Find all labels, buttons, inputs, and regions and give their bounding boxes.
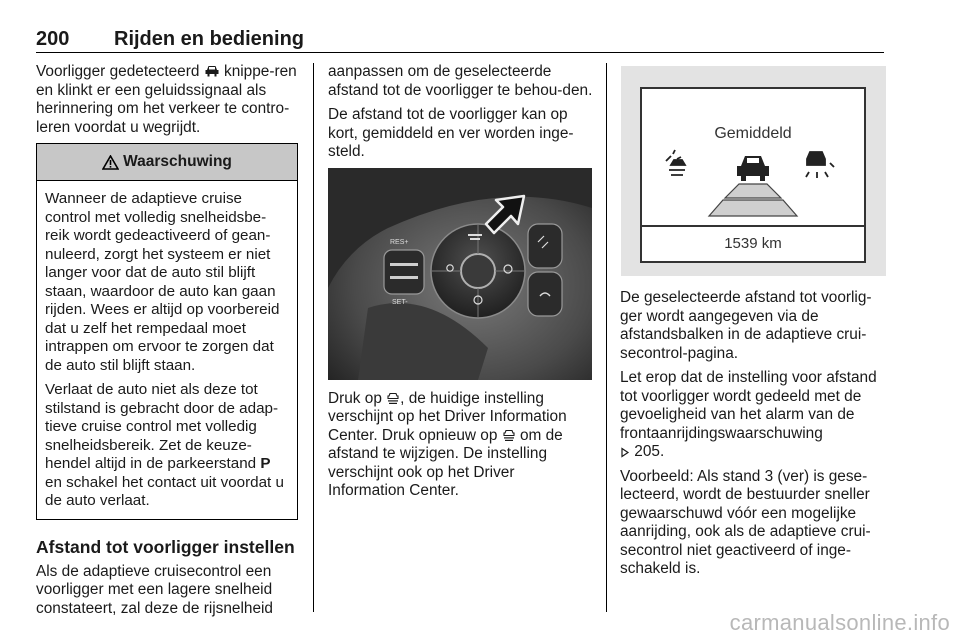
page-reference-icon [620,447,630,458]
section-heading: Afstand tot voorligger instellen [36,536,295,557]
section-paragraph: Als de adaptieve cruisecontrol een voorligger met een lagere snelheid constateert, zal deze de rijsnelheid [36,562,273,617]
chapter-title: Rijden en bediening [114,28,305,50]
follow-distance-icon [502,429,516,442]
column-divider [606,63,607,612]
driver-information-center-illustration [621,66,886,276]
res-plus-label: RES+ [390,238,409,246]
dic-display [621,66,886,276]
column-left [36,63,298,624]
steering-wheel-controls-photo [328,168,592,380]
column-divider [313,63,314,612]
warning-header [37,144,297,181]
odometer-readout: 1539 km [724,235,782,252]
middle-para-2: De afstand tot de voorligger kan op kort, gemiddeld en ver worden inge-steld. [328,106,574,160]
page-header [36,28,884,53]
right-para-1: De geselecteerde afstand tot voorlig-ger wordt aangegeven via de afstandsbalken in de adaptieve crui-secontrol-pagina. [620,289,872,362]
warning-triangle-icon [102,155,119,170]
page-reference[interactable]: 205. [634,443,665,460]
column-right [620,289,886,585]
park-position-letter: P [260,455,271,472]
warning-para-1: Wanneer de adaptieve cruise control met volledig snelheidsbe-reik wordt gedeactiveerd of gean-nuleerd, zorgt het systeem er niet langer voor dat de auto stil blijft staan, waardoor de auto kan gaan rijden. Wees er altijd op voorbereid dat u zelf het rempedaal moet intrappen om ervoor te zorgen dat de auto stil blijft staan. [45,190,280,374]
follow-distance-icon [386,392,400,405]
right-para-2: Let erop dat de instelling voor afstand tot voorligger wordt gedeeld met de gevoeligheid van het alarm van de frontaanrijdingswaarschuwing 205. [620,369,877,460]
warning-box [36,143,298,520]
right-para-3: Voorbeeld: Als stand 3 (ver) is gese-lecteerd, wordt de bestuurder sneller gewaarschuwd vóór een mogelijke aanrijding, ook als de adaptieve crui-secontrol niet geactiveerd of inge-schakeld is. [620,467,871,577]
warning-title: Waarschuwing [123,152,232,170]
middle-para-1: aanpassen om de geselecteerde afstand tot de voorligger te behou-den. [328,63,593,99]
column-middle [328,63,593,507]
intro-paragraph: Voorligger gedetecteerd knippe-ren en klinkt er een geluidssignaal als herinnering om het verkeer te contro-leren voordat u wegrijdt. [36,63,297,136]
car-ahead-icon [204,64,220,78]
warning-para-2: Verlaat de auto niet als deze tot stilstand is gebracht door de adap-tieve cruise control met volledig snelheidsbereik. Zet de keuze-hendel altijd in de parkeerstand P en schakel het contact uit voordat u de auto verlaat. [45,381,284,509]
set-minus-label: SET- [392,298,408,306]
warning-body [37,181,297,519]
distance-setting-label: Gemiddeld [714,125,792,142]
middle-para-3: Druk op , de huidige instelling verschijnt op het Driver Information Center. Druk opnieuw op om de afstand te wijzigen. De instelling verschijnt ook op het Driver Information Center. [328,389,567,499]
page-number: 200 [36,28,70,50]
watermark: carmanualsonline.info [729,610,950,635]
